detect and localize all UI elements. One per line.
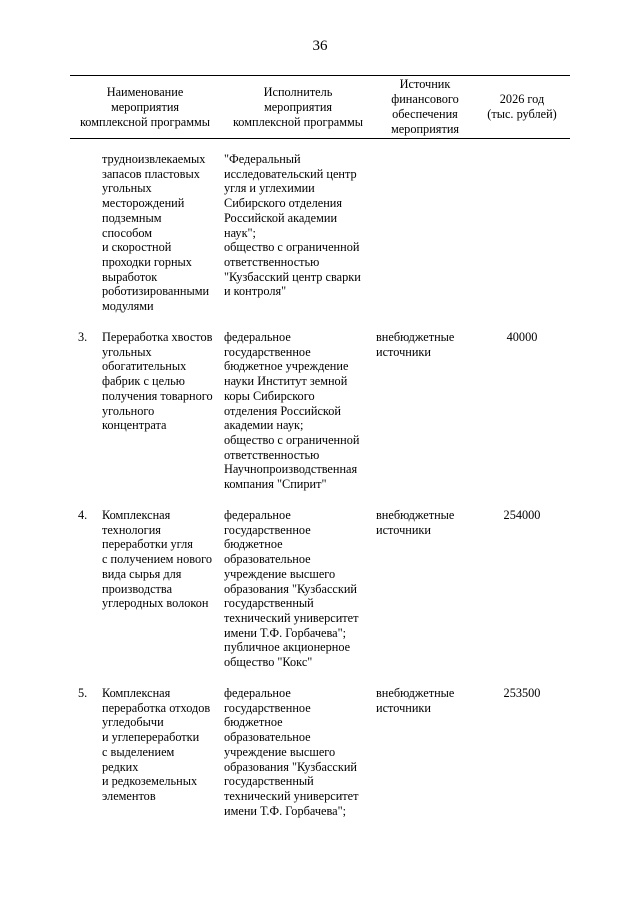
header-name: Наименование мероприятия комплексной программы: [79, 84, 211, 129]
row-number: 5.: [78, 686, 88, 700]
row-number: 4.: [78, 508, 88, 522]
row-number: 3.: [78, 330, 88, 344]
row-name: Переработка хвостов угольных обогатительных фабрик с целью получения товарного угольного концентрата: [102, 330, 213, 433]
row-executor: "Федеральный исследовательский центр угля и углехимии Сибирского отделения Российской академии наук"; общество с ограниченной ответственностью "Кузбасский центр сварки и контроля": [224, 152, 361, 299]
row-source: внебюджетные источники: [376, 686, 455, 715]
row-name: Комплексная технология переработки угля с получением нового вида сырья для производства углеродных волокон: [102, 508, 212, 611]
table-header: [70, 75, 570, 139]
header-executor: Исполнитель мероприятия комплексной программы: [232, 84, 364, 129]
row-executor: федеральное государственное бюджетное образовательное учреждение высшего образования "Кузбасский государственный технический университет имени Т.Ф. Горбачева"; публичное акционерное общество "Кокс": [224, 508, 359, 670]
row-source: внебюджетные источники: [376, 330, 455, 359]
row-name: трудноизвлекаемых запасов пластовых угольных месторождений подземным способом и скоростной проходки горных выработок роботизированными модулями: [102, 152, 210, 314]
header-year: 2026 год (тыс. рублей): [487, 92, 557, 121]
row-name: Комплексная переработка отходов угледобычи и углепереработки с выделением редких и редкоземельных элементов: [102, 686, 211, 803]
row-value: 253500: [503, 686, 541, 700]
row-executor: федеральное государственное бюджетное учреждение науки Институт земной коры Сибирского отделения Российской академии наук; общество с ограниченной ответственностью Научнопроизводственная компания "Спирит": [224, 330, 360, 492]
row-source: внебюджетные источники: [376, 508, 455, 537]
page-number: 36: [312, 38, 328, 54]
row-value: 254000: [503, 508, 541, 522]
row-value: 40000: [506, 330, 538, 344]
row-executor: федеральное государственное бюджетное образовательное учреждение высшего образования "Кузбасский государственный технический университет имени Т.Ф. Горбачева";: [224, 686, 359, 818]
header-source: Источник финансового обеспечения мероприятия: [390, 77, 460, 136]
